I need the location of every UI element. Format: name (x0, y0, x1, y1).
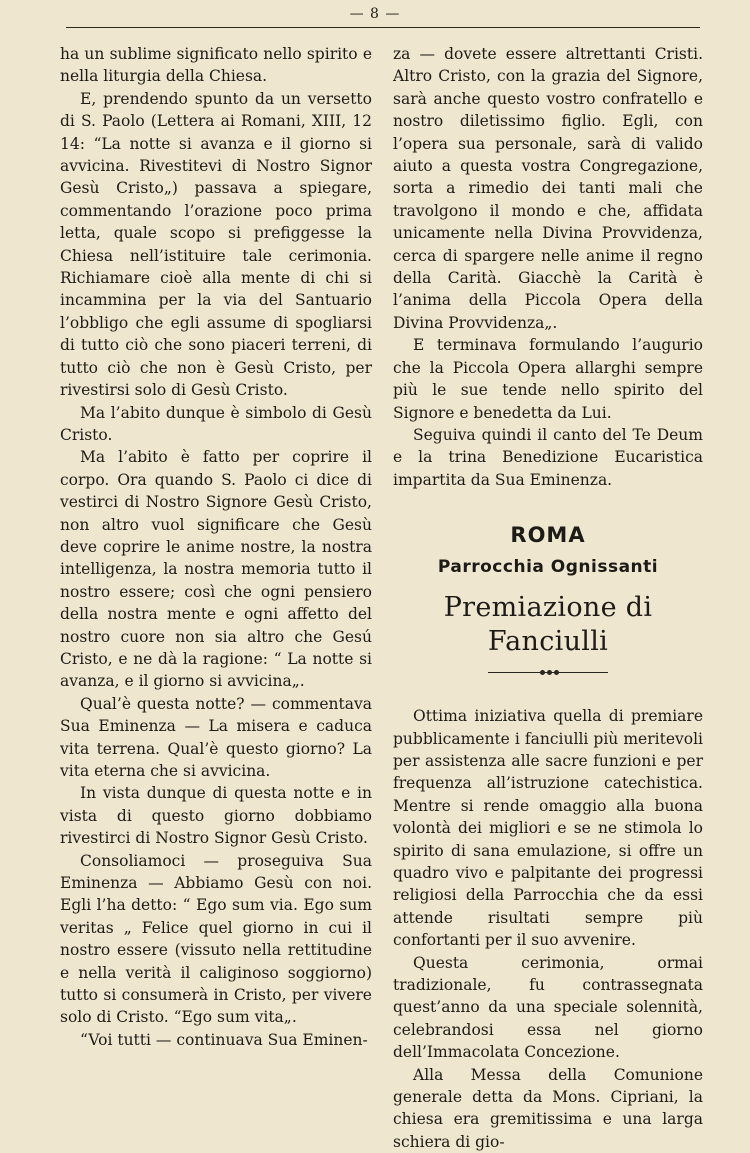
paragraph: Questa cerimonia, ormai tradizionale, fu contrassegnata quest’anno da una speciale solennità, celebrandosi essa nel giorno dell’Immacolata Concezione. (393, 953, 703, 1062)
paragraph: “Voi tutti — continuava Sua Eminen- (80, 1030, 368, 1049)
ornament-divider (488, 669, 608, 677)
paragraph: ha un sublime significato nello spirito e nella liturgia della Chiesa. (60, 45, 372, 86)
section-parish: Parrocchia Ognissanti (437, 557, 659, 578)
right-column (393, 43, 703, 1153)
section-city: ROMA (510, 523, 586, 548)
paragraph: Qual’è questa notte? — commentava Sua Eminenza — La misera e caduca vita terrena. Qual’è questo giorno? La vita eterna che si avvicina. (60, 694, 372, 780)
paragraph: Ottima iniziativa quella di premiare pubblicamente i fanciulli più meritevoli per assistenza alle sacre funzioni e per frequenza all’istruzione catechistica. Mentre si rende omaggio alla buona volontà dei migliori e se ne stimola lo spirito di sana emulazione, si offre un quadro vivo e palpitante dei progressi religiosi della Parrocchia che da essi attende risultati sempre più confortanti per il suo avvenire. (393, 707, 703, 950)
paragraph: Ma l’abito è fatto per coprire il corpo. Ora quando S. Paolo ci dice di vestirci di Nostro Signore Gesù Cristo, non altro vuol significare che Gesù deve coprire le anime nostre, la nostra intelligenza, la nostra memoria tutto il nostro essere; così che ogni pensiero della nostra mente e ogni affetto del nostro cuore non sia altro che Gesú Cristo, e ne dà la ragione: “ La notte si avanza, e il giorno si avvicina„. (60, 448, 372, 691)
paragraph: Ma l’abito dunque è simbolo di Gesù Cristo. (60, 403, 372, 444)
paragraph: za — dovete essere altrettanti Cristi. Altro Cristo, con la grazia del Signore, sarà anche questo vostro confratello e nostro diletissimo figlio. Egli, con l’opera sua personale, sarà di valido aiuto a questa vostra Congregazione, sorta a rimedio dei tanti mali che travolgono il mondo e che, affidata unicamente nella Divina Provvidenza, cerca di spargere nelle anime il regno della Carità. Giacchè la Carità è l’anima della Piccola Opera della Divina Provvidenza„. (393, 45, 703, 332)
paragraph: Seguiva quindi il canto del Te Deum e la trina Benedizione Eucaristica impartita da Sua Eminenza. (393, 425, 703, 489)
paragraph: E terminava formulando l’augurio che la Piccola Opera allarghi sempre più le sue tende nello spirito del Signore e benedetta da Lui. (393, 336, 703, 422)
paragraph: Consoliamoci — proseguiva Sua Eminenza — Abbiamo Gesù con noi. Egli l’ha detto: “ Ego sum via. Ego sum veritas „ Felice quel giorno in cui il nostro essere (vissuto nella rettitudine e nella verità il caliginoso soggiorno) tutto si consumerà in Cristo, per vivere solo di Cristo. “Ego sum vita„. (60, 851, 372, 1027)
left-column (60, 43, 372, 1051)
paragraph: In vista dunque di questa notte e in vista di questo giorno dobbiamo rivestirci di Nostro Signor Gesù Cristo. (60, 784, 372, 848)
article-title: Premiazione di Fanciulli (443, 592, 653, 658)
paragraph: Alla Messa della Comunione generale detta da Mons. Cipriani, la chiesa era gremitissima e una larga schiera di gio- (393, 1065, 703, 1151)
paragraph: E, prendendo spunto da un versetto di S. Paolo (Lettera ai Romani, XIII, 12 14: “La notte si avanza e il giorno si avvicina. Rivestitevi di Nostro Signor Gesù Cristo„) passava a spiegare, commentando l’orazione poco prima letta, quale scopo si prefiggesse la Chiesa nell’istituire tale cerimonia. Richiamare cioè alla mente di chi si incammina per la via del Santuario l’obbligo che egli assume di spogliarsi di tutto ciò che sono piaceri terreni, di tutto ciò che non è Gesù Cristo, per rivestirsi solo di Gesù Cristo. (60, 89, 372, 400)
header-rule (66, 27, 700, 28)
page-number: — 8 — (349, 6, 401, 22)
article-heading (393, 521, 703, 677)
